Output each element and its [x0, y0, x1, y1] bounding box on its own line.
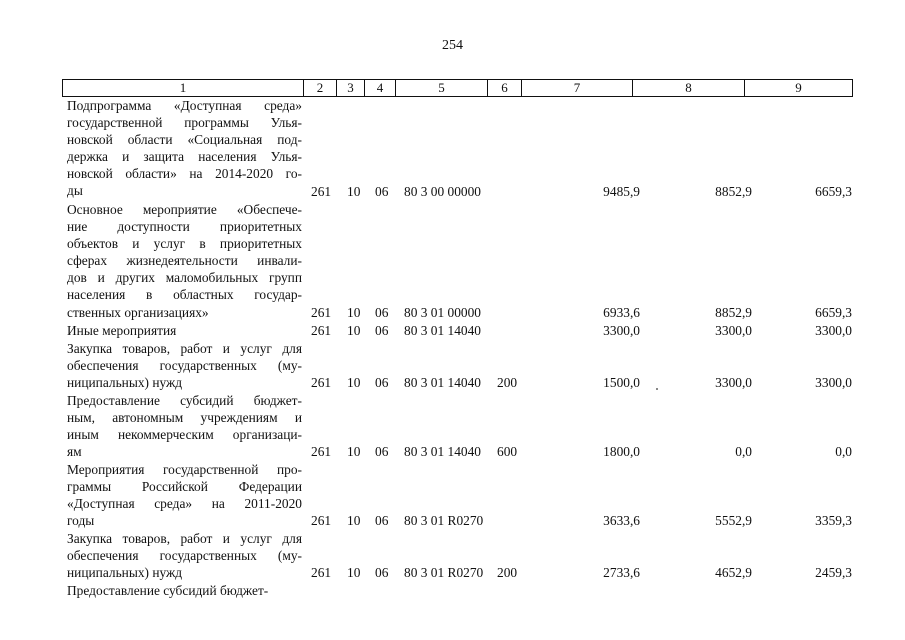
description-line: годы	[67, 513, 95, 529]
cell-c8: 5552,9	[715, 513, 752, 529]
cell-c4: 06	[375, 304, 389, 320]
cell-c6: 200	[497, 565, 518, 581]
header-cell-2: 2	[303, 80, 336, 96]
page-number: 254	[442, 38, 463, 53]
description-line: «Доступная среда» на 2011-2020	[67, 496, 302, 512]
cell-c3: 10	[347, 565, 361, 581]
cell-c4: 06	[375, 323, 389, 338]
cell-c2: 261	[311, 513, 332, 529]
table-header	[62, 79, 853, 97]
cell-c2: 261	[311, 304, 332, 320]
cell-c4: 06	[375, 444, 389, 460]
cell-c6: 600	[497, 444, 518, 460]
cell-c3: 10	[347, 444, 361, 460]
description-line: ственных организациях»	[67, 304, 209, 320]
header-cell-5: 5	[395, 80, 487, 96]
cell-c9: 6659,3	[815, 183, 852, 199]
scan-speck	[656, 388, 658, 390]
cell-c5: 80 3 01 14040	[404, 444, 481, 460]
row-description	[67, 392, 302, 460]
description-line: ниципальных) нужд	[67, 375, 183, 391]
cell-c4: 06	[375, 183, 389, 199]
cell-c2: 261	[311, 565, 332, 581]
cell-c8: 3300,0	[715, 375, 752, 391]
cell-c9: 3300,0	[815, 323, 852, 338]
description-line: держка и защита населения Улья-	[67, 149, 302, 165]
cell-c7: 1500,0	[603, 375, 640, 391]
header-cell-9: 9	[744, 80, 852, 96]
cell-c5: 80 3 00 00000	[404, 183, 481, 199]
table-row	[67, 530, 852, 581]
cell-c7: 3633,6	[603, 513, 640, 529]
description-line: Предоставление субсидий бюджет-	[67, 583, 269, 598]
cell-c9: 3300,0	[815, 375, 852, 391]
description-line: ным, автономным учреждениям и	[67, 410, 302, 426]
description-line: Закупка товаров, работ и услуг для	[67, 531, 302, 546]
header-cell-4: 4	[364, 80, 395, 96]
table-row	[67, 322, 852, 339]
cell-c3: 10	[347, 183, 361, 199]
description-line: населения в областных государ-	[67, 287, 302, 303]
cell-c8: 4652,9	[715, 565, 752, 581]
description-line: граммы Российской Федерации	[67, 479, 302, 495]
cell-c2: 261	[311, 375, 332, 391]
cell-c9: 6659,3	[815, 304, 852, 320]
cell-c4: 06	[375, 513, 389, 529]
cell-c3: 10	[347, 323, 361, 338]
cell-c7: 1800,0	[603, 444, 640, 460]
row-description	[67, 322, 302, 339]
row-description	[67, 530, 302, 581]
table-row	[67, 97, 852, 200]
description-line: Подпрограмма «Доступная среда»	[67, 98, 302, 113]
cell-c7: 2733,6	[603, 565, 640, 581]
description-line: ние доступности приоритетных	[67, 219, 302, 235]
cell-c7: 9485,9	[603, 183, 640, 199]
description-line: объектов и услуг в приоритетных	[67, 236, 302, 252]
description-line: Мероприятия государственной про-	[67, 462, 302, 477]
cell-c3: 10	[347, 375, 361, 391]
cell-c9: 0,0	[835, 444, 852, 460]
header-cell-7: 7	[521, 80, 632, 96]
description-line: ниципальных) нужд	[67, 565, 183, 581]
description-line: сферах жизнедеятельности инвали-	[67, 253, 302, 269]
description-line: Основное мероприятие «Обеспече-	[67, 202, 302, 217]
table-row	[67, 582, 852, 599]
row-description	[67, 97, 302, 200]
header-cell-3: 3	[336, 80, 364, 96]
cell-c2: 261	[311, 183, 332, 199]
table-row	[67, 340, 852, 391]
cell-c4: 06	[375, 375, 389, 391]
cell-c9: 2459,3	[815, 565, 852, 581]
cell-c3: 10	[347, 304, 361, 320]
cell-c5: 80 3 01 00000	[404, 304, 481, 320]
description-line: новской области «Социальная под-	[67, 132, 302, 148]
row-description	[67, 582, 302, 599]
cell-c5: 80 3 01 14040	[404, 375, 481, 391]
table-row	[67, 392, 852, 460]
cell-c8: 8852,9	[715, 304, 752, 320]
cell-c7: 6933,6	[603, 304, 640, 320]
description-line: обеспечения государственных (му-	[67, 358, 302, 374]
cell-c2: 261	[311, 323, 332, 338]
cell-c5: 80 3 01 14040	[404, 323, 481, 338]
table-row	[67, 461, 852, 529]
description-line: обеспечения государственных (му-	[67, 548, 302, 564]
description-line: Закупка товаров, работ и услуг для	[67, 341, 302, 356]
cell-c8: 3300,0	[715, 323, 752, 338]
cell-c5: 80 3 01 R0270	[404, 565, 484, 581]
cell-c5: 80 3 01 R0270	[404, 513, 484, 529]
cell-c8: 8852,9	[715, 183, 752, 199]
row-description	[67, 461, 302, 529]
description-line: государственной программы Улья-	[67, 115, 302, 131]
description-line: ды	[67, 183, 83, 199]
row-description	[67, 201, 302, 321]
description-line: Иные мероприятия	[67, 323, 177, 338]
header-cell-1: 1	[179, 80, 187, 95]
description-line: ям	[67, 444, 82, 460]
cell-c4: 06	[375, 565, 389, 581]
cell-c7: 3300,0	[603, 323, 640, 338]
row-description	[67, 340, 302, 391]
description-line: Предоставление субсидий бюджет-	[67, 393, 302, 408]
description-line: иным некоммерческим организаци-	[67, 427, 302, 443]
cell-c8: 0,0	[735, 444, 752, 460]
cell-c9: 3359,3	[815, 513, 852, 529]
cell-c3: 10	[347, 513, 361, 529]
description-line: дов и других маломобильных групп	[67, 270, 302, 286]
cell-c2: 261	[311, 444, 332, 460]
description-line: новской области» на 2014-2020 го-	[67, 166, 302, 182]
header-cell-8: 8	[632, 80, 744, 96]
header-cell-6: 6	[487, 80, 521, 96]
cell-c6: 200	[497, 375, 518, 391]
table-row	[67, 201, 852, 321]
